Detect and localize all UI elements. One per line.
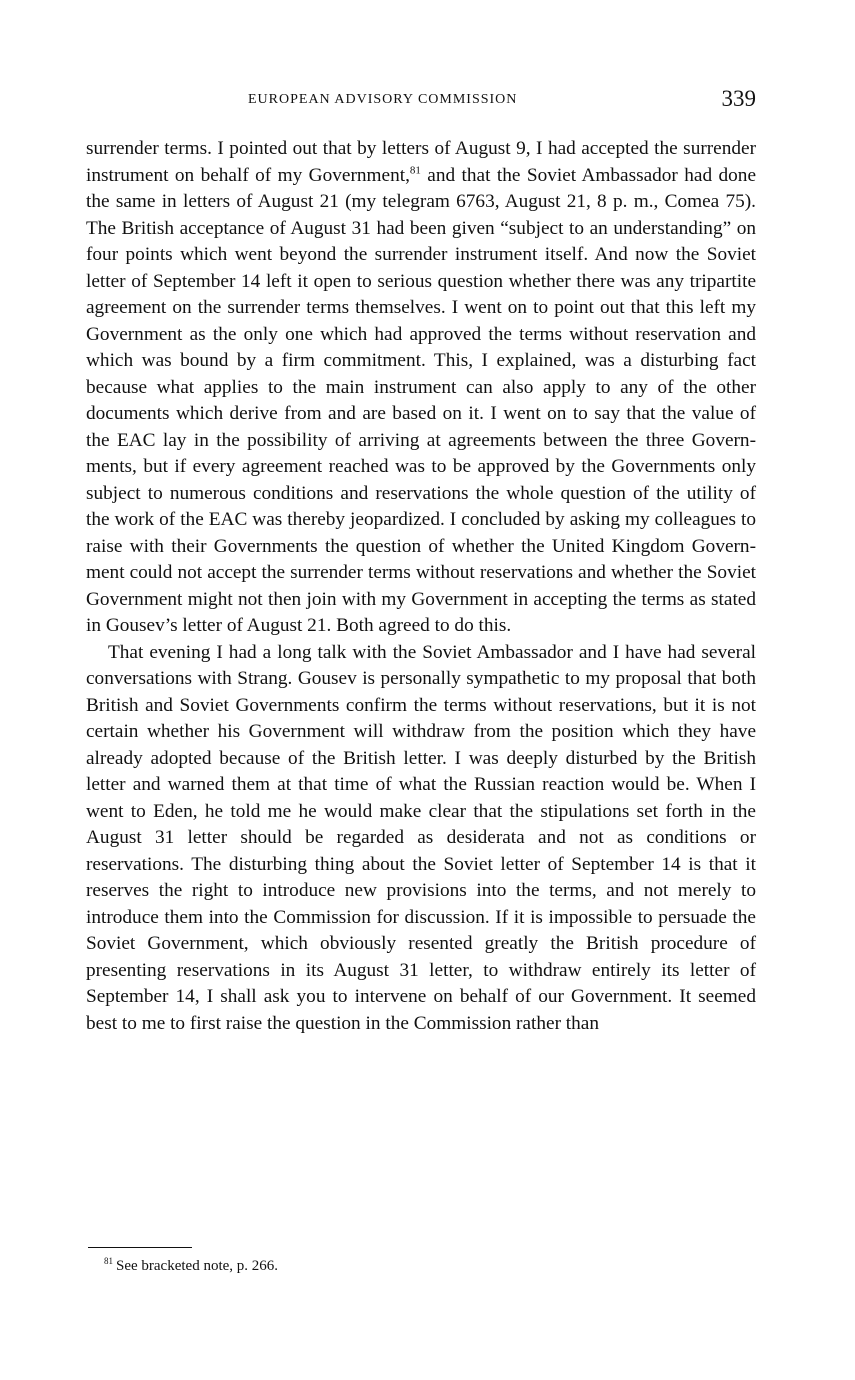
footnote-text: See bracketed note, p. 266. (116, 1258, 279, 1274)
paragraph-1-text-b: and that the Soviet Ambassador had done the same in letters of August 21 (my telegram 6763, August 21, 8 p. m., Comea 75). The British acceptance of August 31 had been given “subject to an understanding” on four points which went beyond the surrender instrument itself. And now the Soviet letter of September 14 left it open to serious question whether there was any tripartite agreement on the surrender terms themselves. I went on to point out that this left my Government as the only one which had approved the terms without reservation and which was bound by a firm commitment. This, I explained, was a disturbing fact because what applies to the main instrument can also apply to any of the other documents which derive from and are based on it. I went on to say that the value of the EAC lay in the possibility of arriving at agreements between the three Governments, but if every agreement reached was to be approved by the Governments only subject to numerous conditions and reservations the whole question of the utility of the work of the EAC was thereby jeopardized. I concluded by asking my colleagues to raise with their Governments the question of whether the United Kingdom Government could not accept the surrender terms without reservations and whether the Soviet Government might not then join with my Government in accepting the terms as stated in Gousev’s letter of August 21. Both agreed to do this. (86, 164, 756, 636)
page-header (88, 86, 756, 120)
footnote-divider (88, 1247, 192, 1248)
body-text (86, 136, 756, 1037)
running-head: EUROPEAN ADVISORY COMMISSION (248, 92, 518, 107)
footnote-marker: 81 (104, 1256, 113, 1266)
footnote-reference[interactable]: 81 (409, 164, 421, 177)
paragraph-1-text-a: surrender terms. I pointed out that by letters of August 9, I had accepted the surrender instrument on behalf of my Government, (86, 138, 756, 186)
footnote (104, 1258, 278, 1275)
page-number: 339 (721, 86, 756, 111)
paragraph-1 (86, 136, 756, 640)
paragraph-2: That evening I had a long talk with the Soviet Ambassador and I have had several conversations with Strang. Gousev is personally sympathetic to my proposal that both British and Soviet Governments confirm the terms without reservations, but it is not certain whether his Government will withdraw from the position which they have already adopted because of the British letter. I was deeply disturbed by the British letter and warned them at that time of what the Russian reaction would be. When I went to Eden, he told me he would make clear that the stipulations set forth in the August 31 letter should be regarded as desiderata and not as conditions or reservations. The disturbing thing about the Soviet letter of September 14 is that it reserves the right to introduce new provisions into the terms, and not merely to introduce them into the Commission for discussion. If it is impossible to persuade the Soviet Government, which obviously resented greatly the British procedure of presenting reservations in its August 31 letter, to withdraw entirely its letter of September 14, I shall ask you to intervene on behalf of our Government. It seemed best to me to first raise the question in the Commission rather than (86, 641, 756, 1034)
